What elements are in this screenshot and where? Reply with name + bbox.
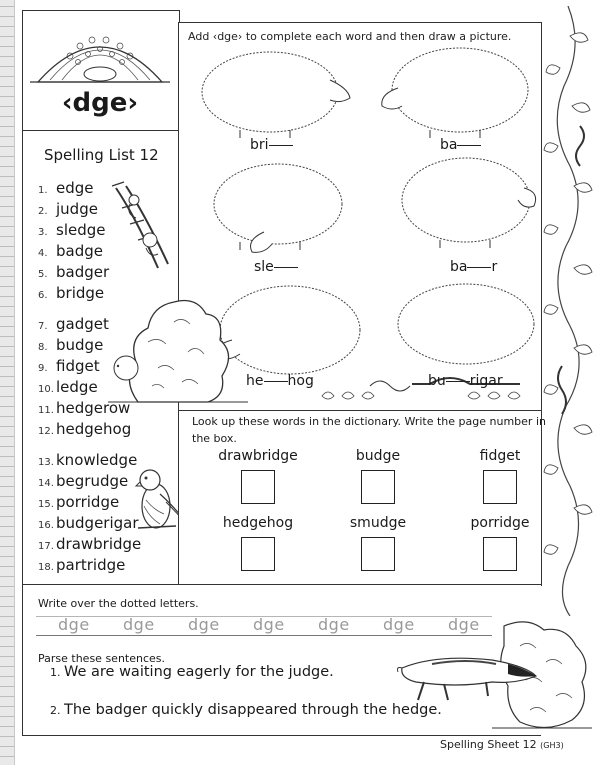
spelling-list-word: badge (56, 242, 103, 260)
spelling-list-number: 3. (38, 227, 48, 238)
dotted-letters[interactable]: dge (188, 615, 220, 634)
spelling-list-number: 7. (38, 321, 48, 332)
fill-in-word (250, 137, 293, 153)
dotted-letters[interactable]: dge (448, 615, 480, 634)
spelling-list-number: 6. (38, 290, 48, 301)
spelling-list-number: 14. (38, 478, 54, 489)
footer-sheet: Spelling Sheet 12 (440, 738, 537, 751)
spelling-list-item (38, 220, 105, 239)
spelling-list-number: 15. (38, 499, 54, 510)
spelling-list-item (38, 534, 141, 553)
spelling-list-word: edge (56, 179, 94, 197)
spelling-list-word: porridge (56, 493, 120, 511)
spelling-list-word: hedgerow (56, 399, 131, 417)
spelling-list-item (38, 314, 109, 333)
dotted-letters[interactable]: dge (318, 615, 350, 634)
dictionary-word: hedgehog (222, 515, 294, 531)
word-prefix: he (246, 373, 264, 389)
spelling-list-item (38, 450, 137, 469)
fill-in-word (254, 259, 298, 275)
spelling-list-word: judge (56, 200, 98, 218)
leaf-trail-decoration (318, 386, 538, 406)
word-suffix: hog (287, 373, 314, 389)
spelling-list-item (38, 419, 131, 438)
spelling-list-number: 12. (38, 426, 54, 437)
spelling-list-item (38, 283, 104, 302)
spelling-list-word: begrudge (56, 472, 129, 490)
spelling-list-word: budgerigar (56, 514, 139, 532)
activity-2-instruction-line-1: Look up these words in the dictionary. Write the page number in (192, 415, 546, 428)
footer (440, 738, 564, 751)
activity-2-instruction-line-2: the box. (192, 432, 237, 445)
dictionary-word: budge (355, 448, 401, 464)
vine-border-decoration (540, 6, 596, 616)
spiral-binding (0, 0, 15, 765)
spelling-list-number: 1. (38, 185, 48, 196)
spelling-list-number: 4. (38, 248, 48, 259)
word-suffix: rigar (469, 373, 503, 389)
spelling-list-number: 9. (38, 363, 48, 374)
spelling-list-item (38, 513, 139, 532)
answer-blank[interactable] (264, 380, 288, 382)
answer-blank[interactable] (269, 144, 293, 146)
footer-code: (GH3) (540, 741, 564, 750)
hedge-bush-illustration (108, 292, 248, 404)
spelling-list-number: 18. (38, 562, 54, 573)
word-suffix: r (491, 259, 498, 275)
fill-in-word (440, 137, 481, 153)
word-prefix: bri (250, 137, 269, 153)
spelling-list-item (38, 335, 103, 354)
spelling-list-item (38, 178, 94, 197)
page-number-box[interactable] (241, 470, 275, 504)
answer-blank[interactable] (446, 380, 470, 382)
sentence (50, 664, 334, 680)
activity-3-instruction: Write over the dotted letters. (38, 597, 199, 610)
spelling-list-number: 11. (38, 405, 54, 416)
page-title: ‹dge› (61, 88, 139, 118)
sentence-number: 2. (50, 704, 61, 717)
word-prefix: sle (254, 259, 274, 275)
spelling-list-word: bridge (56, 284, 105, 302)
answer-blank[interactable] (457, 144, 481, 146)
dictionary-word: porridge (470, 515, 530, 531)
spelling-list-word: gadget (56, 315, 109, 333)
spelling-list-word: sledge (56, 221, 106, 239)
page-number-box[interactable] (361, 537, 395, 571)
spelling-list-word: fidget (56, 357, 100, 375)
spelling-list-item (38, 492, 119, 511)
page-number-box[interactable] (361, 470, 395, 504)
spelling-list-number: 16. (38, 520, 54, 531)
spelling-list-word: knowledge (56, 451, 138, 469)
page-number-box[interactable] (241, 537, 275, 571)
activity-4-instruction: Parse these sentences. (38, 652, 166, 665)
sentence-text: The badger quickly disappeared through the hedge. (64, 702, 442, 718)
spelling-list-number: 17. (38, 541, 54, 552)
spelling-list-word: ledge (56, 378, 98, 396)
word-prefix: ba (440, 137, 458, 153)
spelling-list-word: hedgehog (56, 420, 132, 438)
word-prefix: bu (428, 373, 446, 389)
activity-1-instruction: Add ‹dge› to complete each word and then draw a picture. (188, 30, 512, 43)
spelling-list-number: 13. (38, 457, 54, 468)
sentence (50, 702, 442, 718)
word-prefix: ba (450, 259, 468, 275)
dotted-letters[interactable]: dge (123, 615, 155, 634)
dotted-letters[interactable]: dge (383, 615, 415, 634)
fill-in-word (246, 373, 314, 389)
spelling-list-item (38, 356, 100, 375)
spelling-list-item (38, 555, 125, 574)
spelling-list-word: budge (56, 336, 104, 354)
answer-blank[interactable] (274, 266, 298, 268)
hedgehog-hedge-illustration (30, 16, 170, 88)
spelling-list-number: 10. (38, 384, 54, 395)
spelling-list-item (38, 262, 109, 281)
sledge-illustration (106, 178, 172, 278)
spelling-list-item (38, 471, 128, 490)
dotted-letters[interactable]: dge (58, 615, 90, 634)
spelling-list-number: 5. (38, 269, 48, 280)
spelling-list-item (38, 241, 103, 260)
dotted-letters[interactable]: dge (253, 615, 285, 634)
dictionary-word: fidget (479, 448, 521, 464)
answer-blank[interactable] (467, 266, 491, 268)
dictionary-word: smudge (349, 515, 407, 531)
spelling-list-word: badger (56, 263, 110, 281)
spelling-list-word: drawbridge (56, 535, 142, 553)
spelling-list-number: 2. (38, 206, 48, 217)
page-number-box[interactable] (483, 537, 517, 571)
spelling-list-word: partridge (56, 556, 126, 574)
sentence-text: We are waiting eagerly for the judge. (64, 664, 334, 680)
spelling-list-item (38, 377, 98, 396)
fill-in-word (450, 259, 497, 275)
spelling-list-item (38, 199, 98, 218)
sentence-number: 1. (50, 666, 61, 679)
badger-illustration (396, 616, 592, 734)
spelling-list-heading: Spelling List 12 (44, 146, 159, 164)
spelling-list-number: 8. (38, 342, 48, 353)
dictionary-word: drawbridge (218, 448, 298, 464)
page-number-box[interactable] (483, 470, 517, 504)
